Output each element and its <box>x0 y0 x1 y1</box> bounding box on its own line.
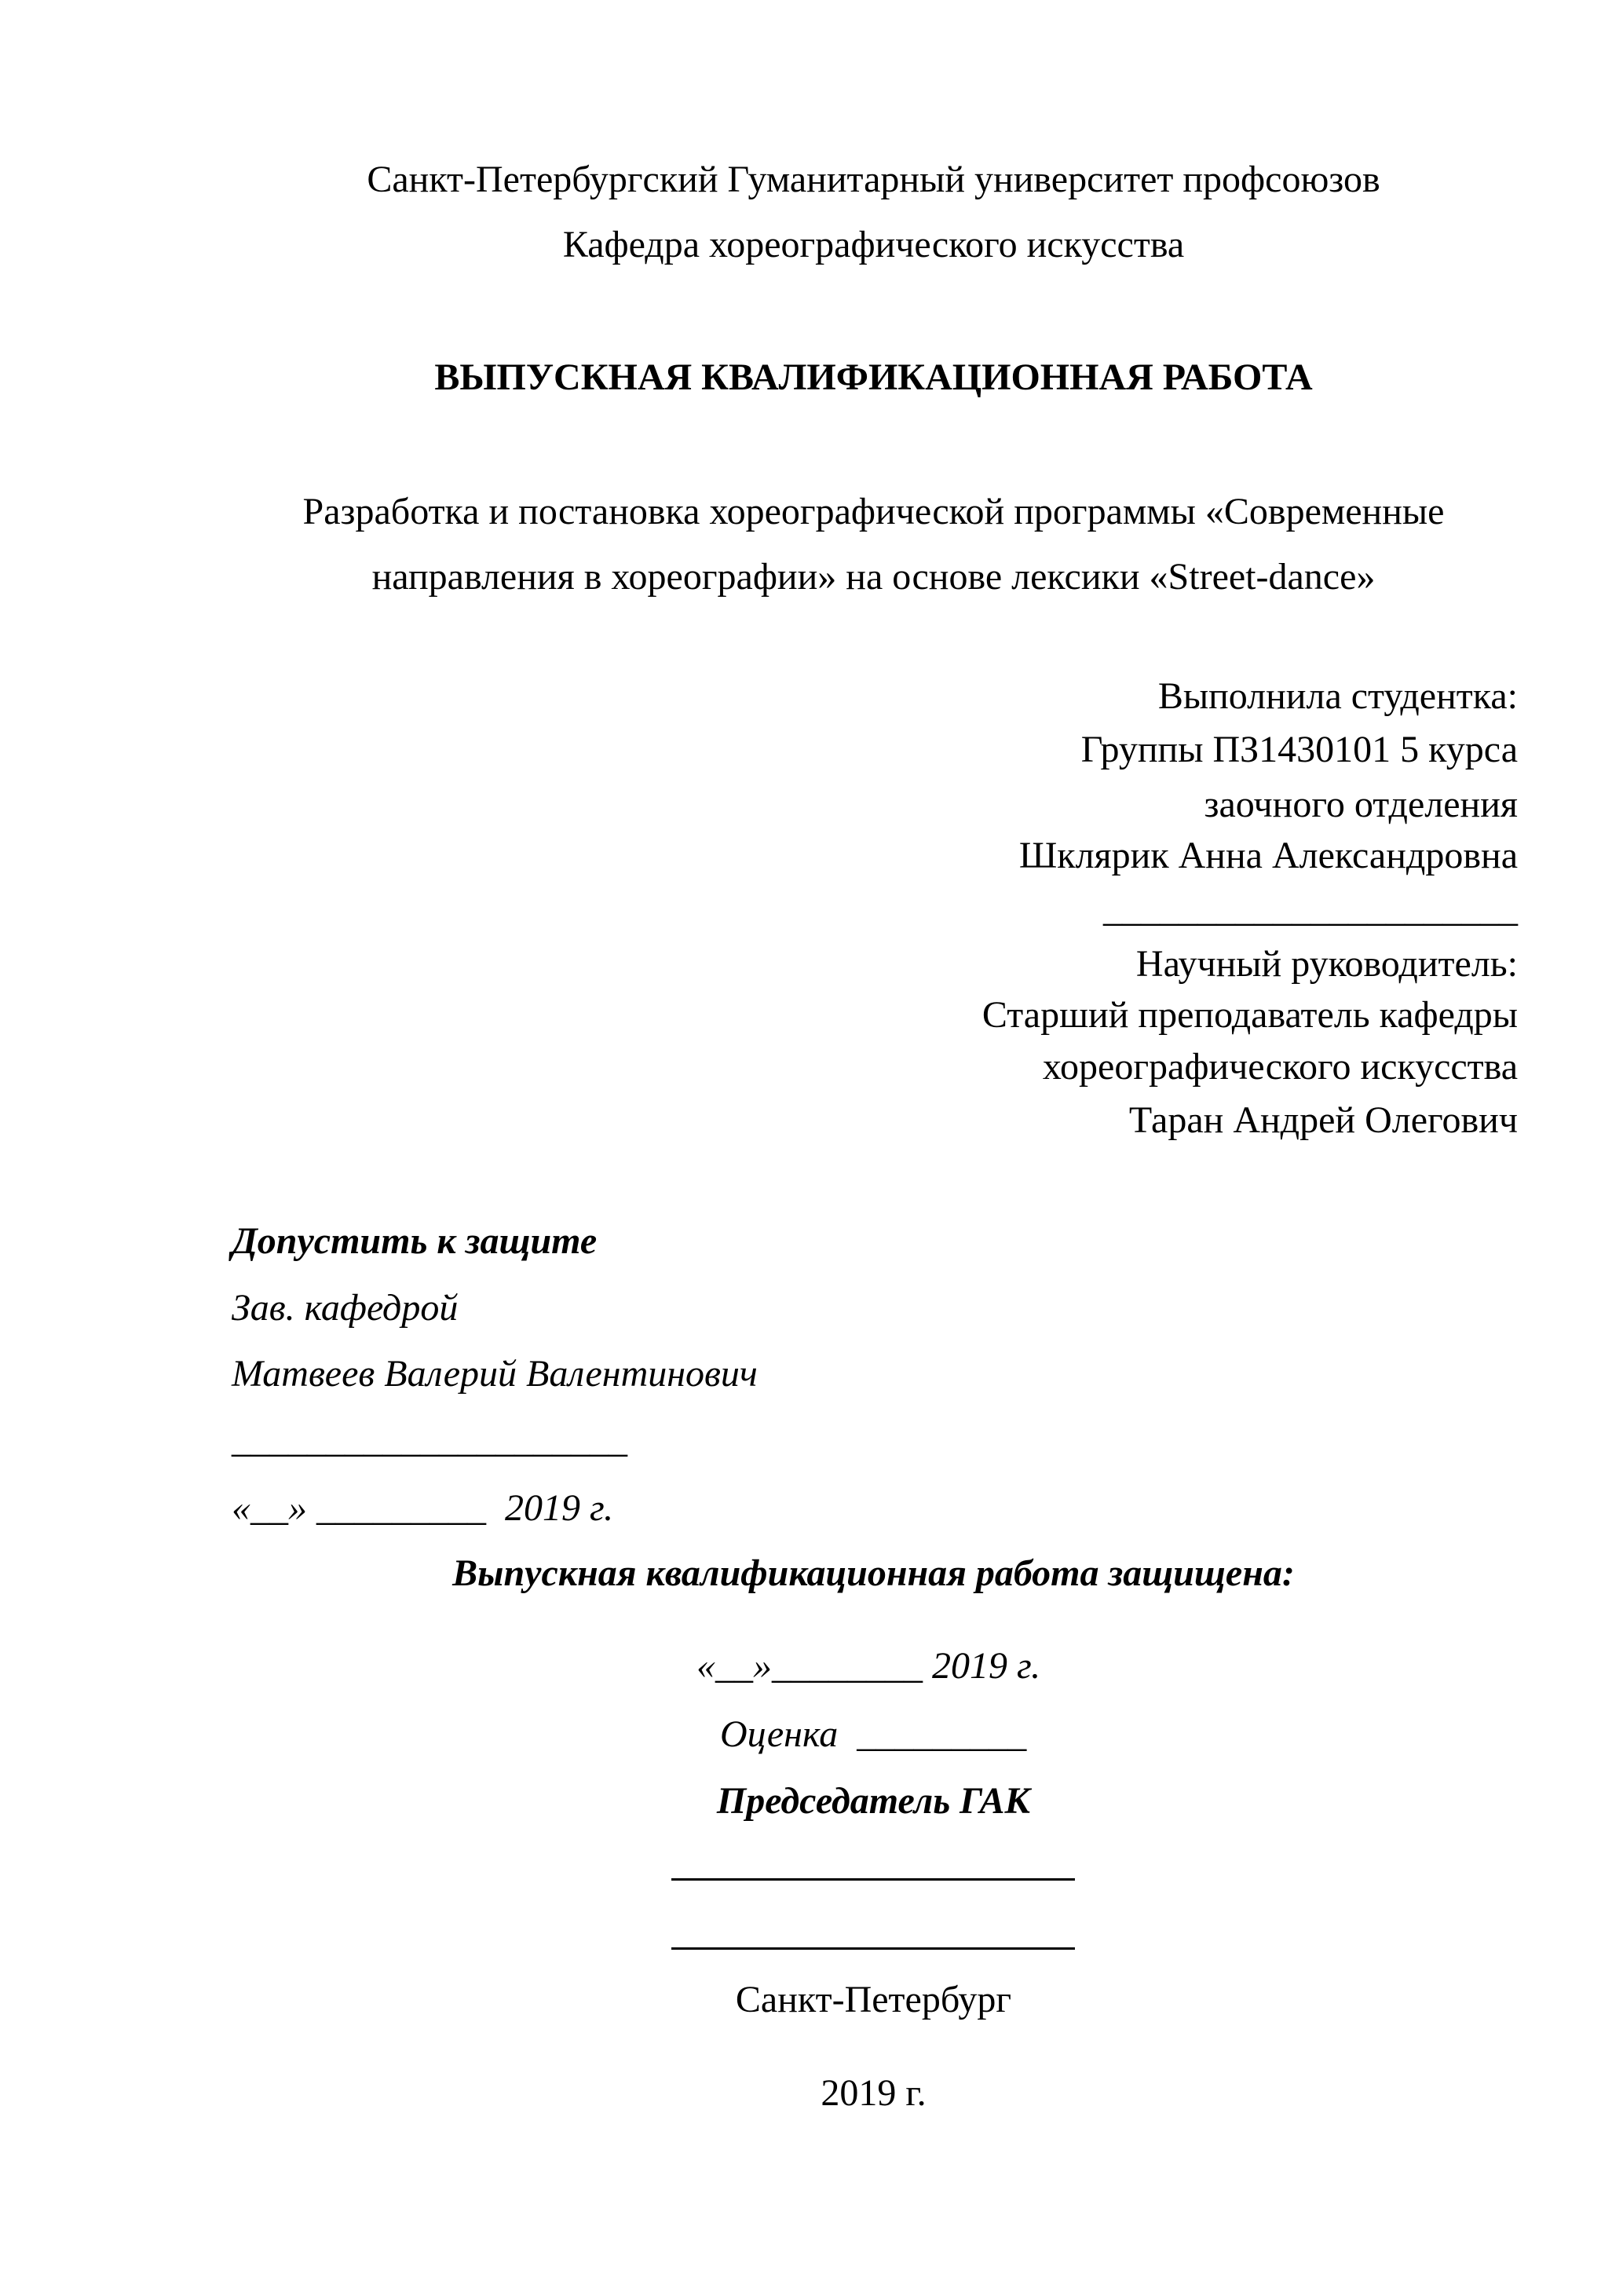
gak-chair: Председатель ГАК <box>716 1780 1031 1822</box>
author-group: Группы ПЗ1430101 5 курса <box>1080 729 1518 770</box>
defense-date: «__»________ 2019 г. <box>696 1645 1041 1687</box>
admission-date: «__» _________ 2019 г. <box>232 1487 614 1529</box>
year: 2019 г. <box>821 2072 927 2114</box>
department-name: Кафедра хореографического искусства <box>562 224 1185 265</box>
city: Санкт-Петербург <box>735 1979 1012 2020</box>
author-name: Шклярик Анна Александровна <box>1018 835 1518 876</box>
admission-title: Допустить к защите <box>232 1220 598 1262</box>
topic-line-1: Разработка и постановка хореографической программы «Современные <box>302 491 1445 532</box>
admission-name: Матвеев Валерий Валентинович <box>232 1353 758 1395</box>
signature-rule-1 <box>671 1878 1075 1881</box>
supervisor-label: Научный руководитель: <box>1135 943 1518 985</box>
supervisor-name: Таран Андрей Олегович <box>1128 1099 1518 1141</box>
author-label: Выполнила студентка: <box>1157 675 1518 717</box>
author-signature-line: ______________________ <box>1103 888 1518 930</box>
defense-grade: Оценка _________ <box>720 1713 1027 1755</box>
supervisor-position-2: хореографического искусства <box>1042 1046 1518 1088</box>
signature-rule-2 <box>671 1947 1075 1950</box>
supervisor-position-1: Старший преподаватель кафедры <box>981 994 1518 1036</box>
topic-line-2: направления в хореографии» на основе лексики «Street-dance» <box>371 556 1376 598</box>
defense-title: Выпускная квалификационная работа защищена: <box>452 1552 1295 1594</box>
document-type: ВЫПУСКНАЯ КВАЛИФИКАЦИОННАЯ РАБОТА <box>434 356 1313 398</box>
university-name: Санкт-Петербургский Гуманитарный университет профсоюзов <box>367 159 1380 200</box>
admission-signature-line: _____________________ <box>232 1419 627 1461</box>
admission-role: Зав. кафедрой <box>232 1287 459 1329</box>
author-dept: заочного отделения <box>1204 784 1518 825</box>
